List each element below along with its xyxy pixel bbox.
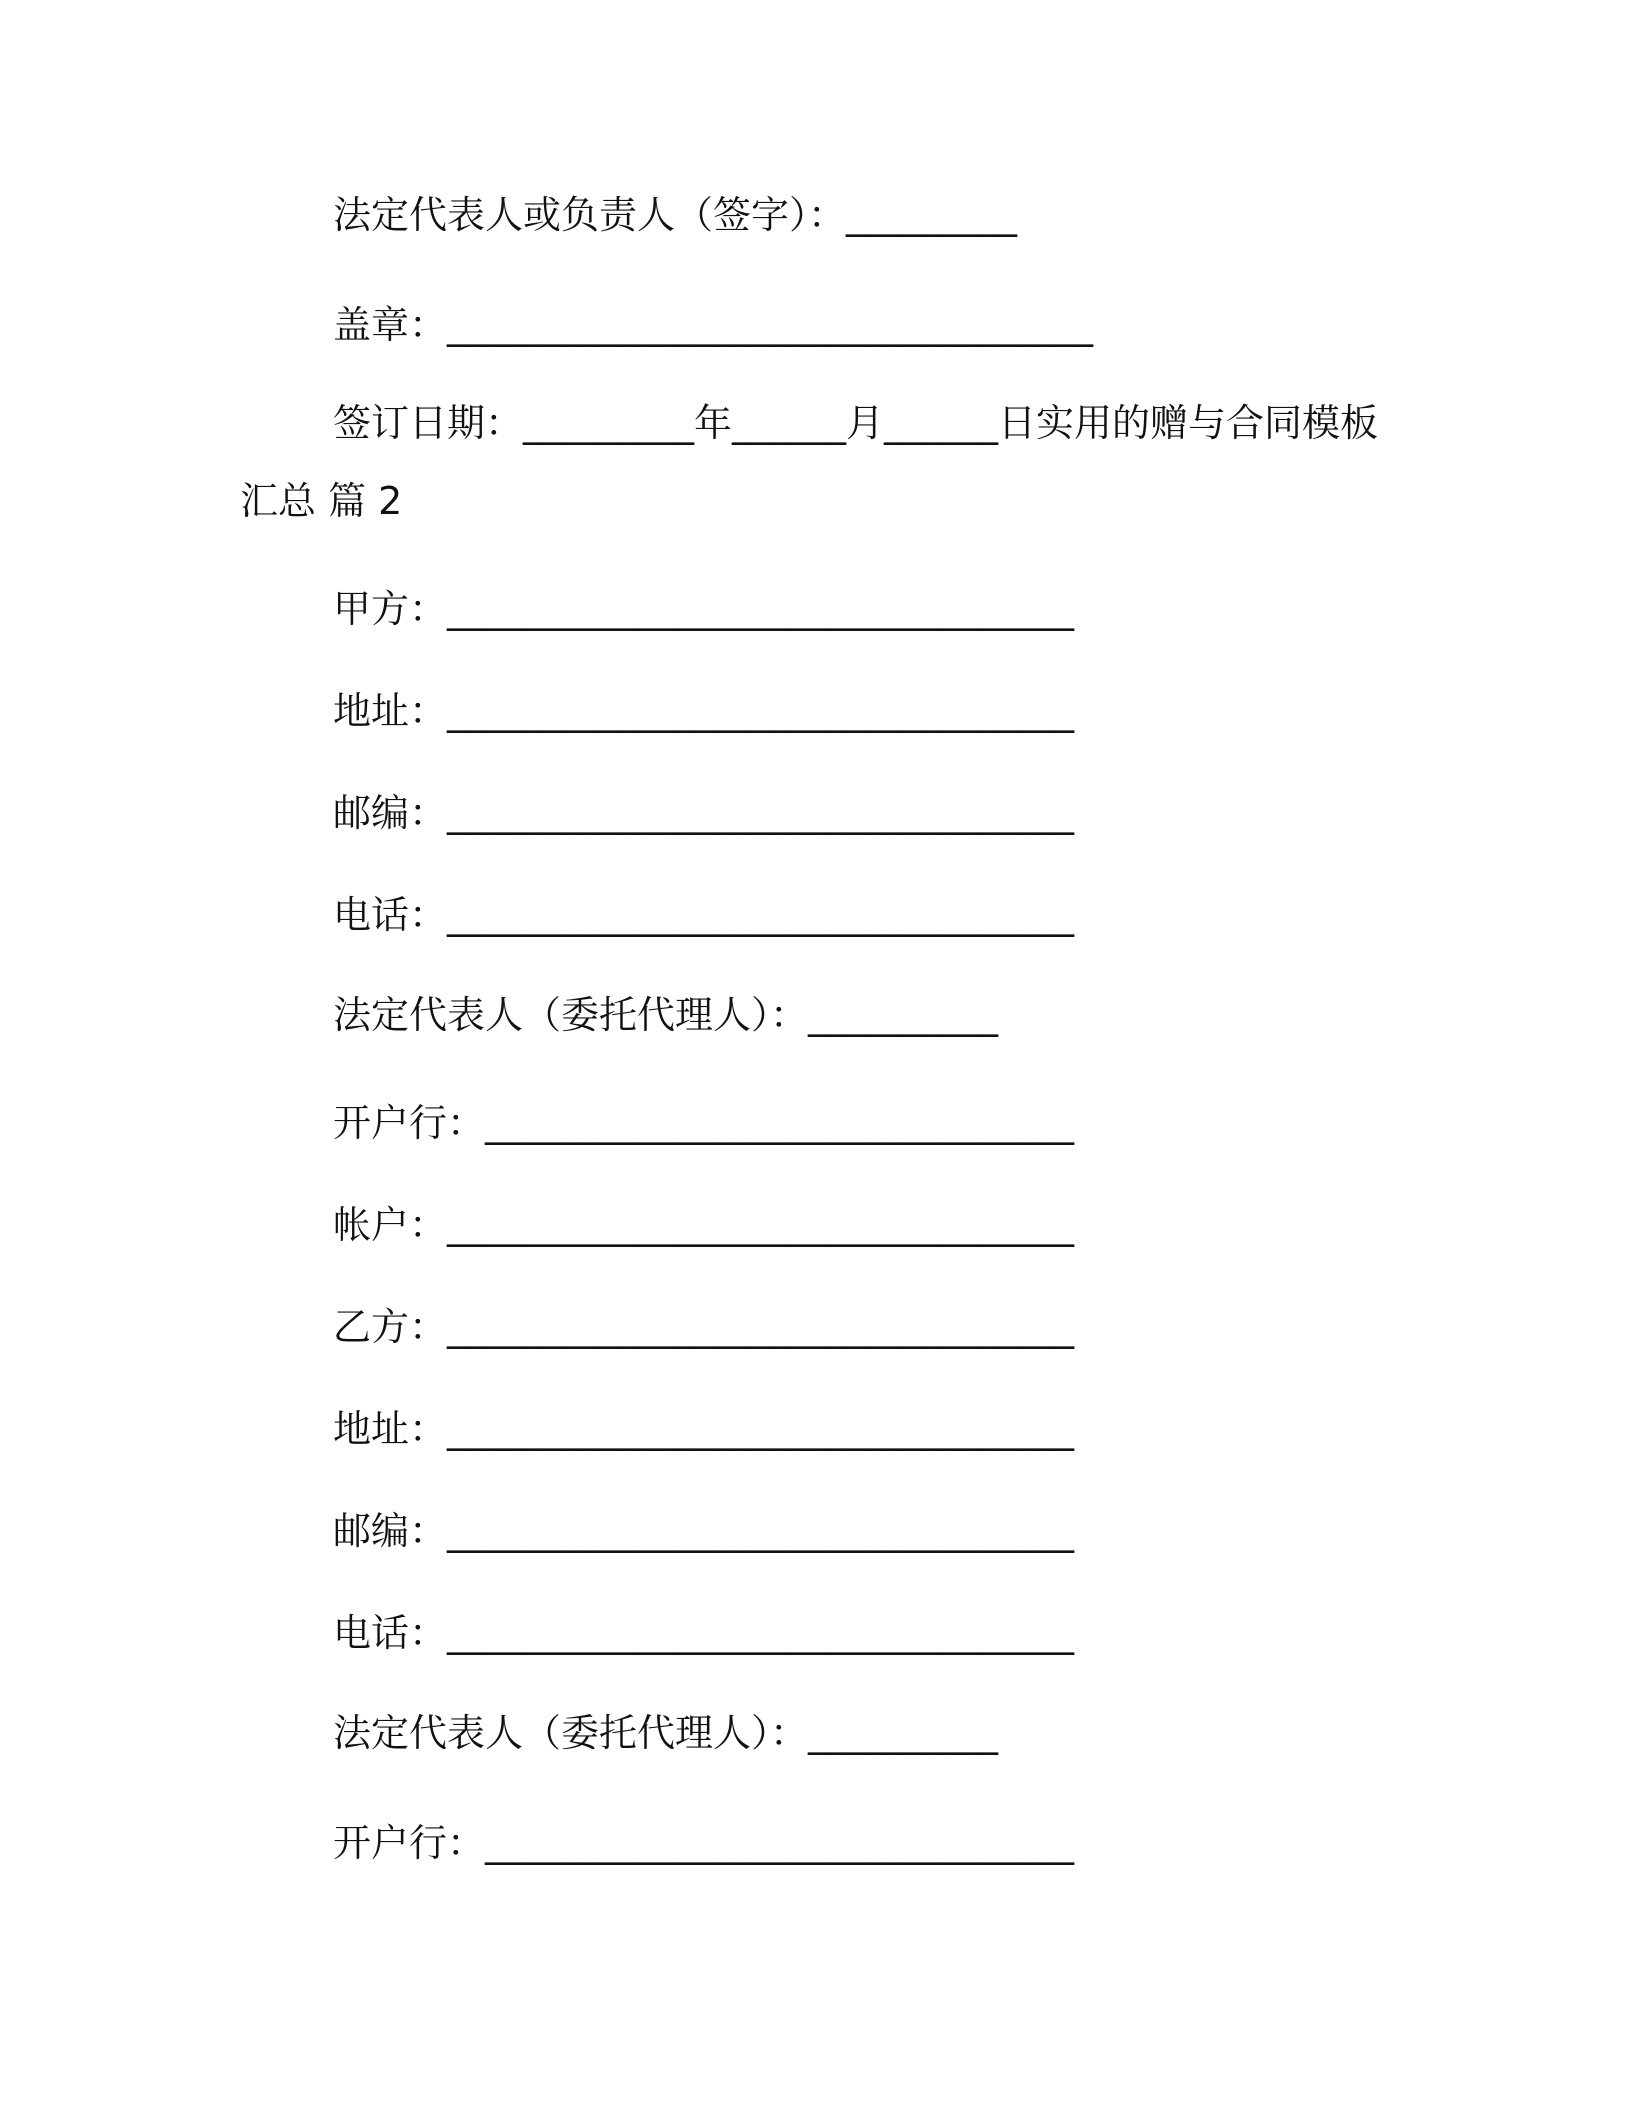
signature-legal-rep-line: 法定代表人或负责人（签字）：_________ — [333, 193, 1018, 237]
party-b-bank-line: 开户行：_______________________________ — [333, 1821, 1075, 1865]
party-a-address-line: 地址：_________________________________ — [333, 689, 1075, 733]
party-b-address-line: 地址：_________________________________ — [333, 1407, 1075, 1451]
party-a-postcode-line: 邮编：_________________________________ — [333, 791, 1075, 835]
signing-date-line: 签订日期：_________年______月______日实用的赠与合同模板 — [333, 401, 1379, 445]
party-a-phone-line: 电话：_________________________________ — [333, 893, 1075, 937]
seal-line: 盖章：__________________________________ — [333, 303, 1094, 347]
party-a-bank-line: 开户行：_______________________________ — [333, 1101, 1075, 1145]
party-a-account-line: 帐户：_________________________________ — [333, 1203, 1075, 1247]
party-b-legal-rep-line: 法定代表人（委托代理人）：__________ — [333, 1711, 999, 1755]
party-b-phone-line: 电话：_________________________________ — [333, 1611, 1075, 1655]
party-a-line: 甲方：_________________________________ — [333, 587, 1075, 631]
party-b-line: 乙方：_________________________________ — [333, 1305, 1075, 1349]
party-b-postcode-line: 邮编：_________________________________ — [333, 1509, 1075, 1553]
section-heading-continuation: 汇总 篇 2 — [240, 479, 403, 523]
party-a-legal-rep-line: 法定代表人（委托代理人）：__________ — [333, 993, 999, 1037]
